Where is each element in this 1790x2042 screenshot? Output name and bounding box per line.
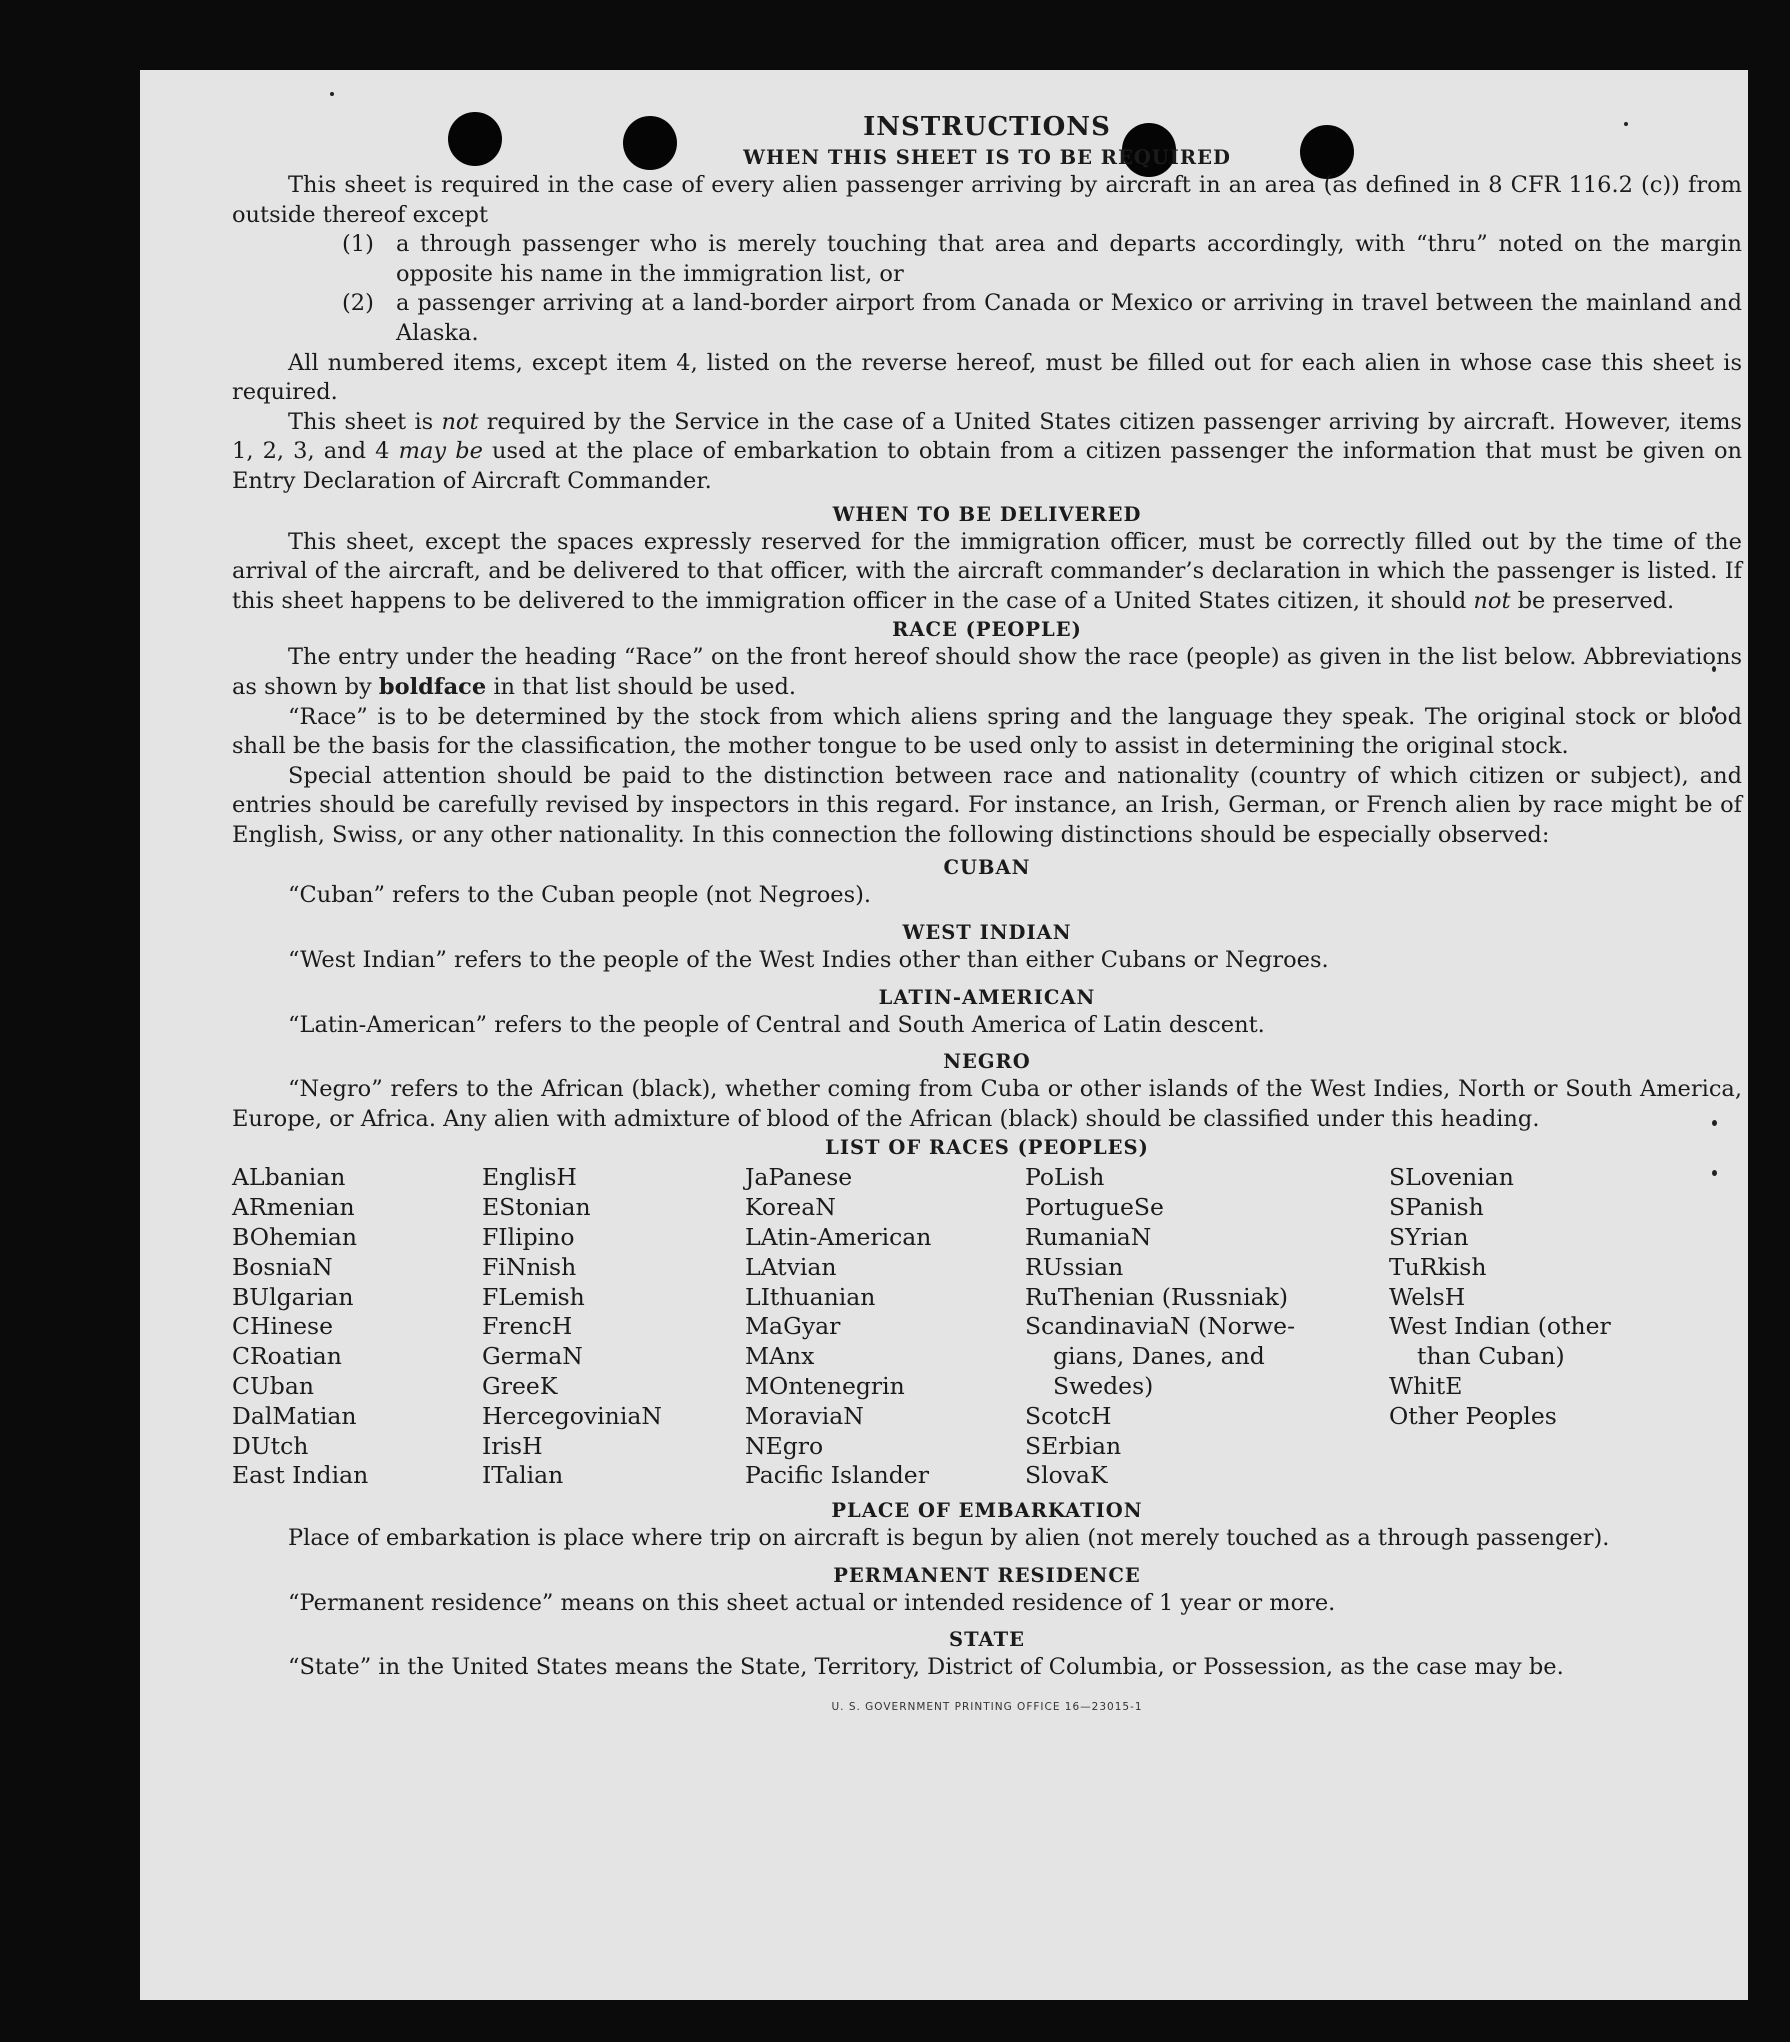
race-column-1 — [232, 1163, 482, 1491]
race-item: RuThenian (Russniak) — [1025, 1282, 1288, 1311]
paragraph-cuban: “Cuban” refers to the Cuban people (not Negroes). — [288, 882, 872, 909]
paragraph-state: “State” in the United States means the State, Territory, District of Columbia, or Possession, as the case may be. — [288, 1654, 1564, 1681]
race-item: DalMatian — [232, 1401, 357, 1430]
race-item: TuRkish — [1389, 1252, 1487, 1281]
race-item: SLovenian — [1389, 1163, 1514, 1192]
race-item: SYrian — [1389, 1223, 1469, 1252]
paragraph-delivered: This sheet, except the spaces expressly reserved for the immigration officer, must be correctly filled out by the time of the arrival of the aircraft, and be delivered to that officer, with the aircraft commander’s declaration in which the passenger is listed. If this sheet happens to be delivered to the immigration officer in the case of a United States citizen, it should not be preserved. — [232, 528, 1742, 614]
paragraph-items: All numbered items, except item 4, listed on the reverse hereof, must be filled out for each alien in whose case this sheet is required. — [232, 349, 1742, 406]
race-item: WelsH — [1389, 1282, 1466, 1311]
heading-place-of-embarkation: PLACE OF EMBARKATION — [831, 1499, 1143, 1523]
race-item: MaGyar — [745, 1312, 841, 1341]
race-item: FrencH — [482, 1312, 573, 1341]
heading-list-of-races: LIST OF RACES (PEOPLES) — [825, 1136, 1149, 1160]
instruction-sheet — [140, 70, 1748, 2000]
exception-number: (1) — [342, 231, 374, 258]
heading-when-required: WHEN THIS SHEET IS TO BE REQUIRED — [743, 146, 1231, 169]
race-item: SErbian — [1025, 1431, 1122, 1460]
race-item: ScotcH — [1025, 1401, 1112, 1430]
race-column-4 — [1025, 1163, 1389, 1491]
heading-negro: NEGRO — [943, 1050, 1031, 1074]
race-item: DUtch — [232, 1431, 309, 1460]
race-item: gians, Danes, and — [1053, 1342, 1265, 1371]
heading-cuban: CUBAN — [943, 856, 1031, 880]
heading-west-indian: WEST INDIAN — [902, 921, 1072, 945]
heading-race: RACE (PEOPLE) — [892, 618, 1082, 642]
paragraph-latin-american: “Latin-American” refers to the people of Central and South America of Latin descent. — [288, 1011, 1265, 1038]
paragraph-residence: “Permanent residence” means on this sheet actual or intended residence of 1 year or more. — [288, 1589, 1336, 1616]
race-item: SPanish — [1389, 1193, 1484, 1222]
race-column-2 — [482, 1163, 745, 1491]
race-item: MoraviaN — [745, 1401, 864, 1430]
race-item: BUlgarian — [232, 1282, 354, 1311]
paragraph-race-nationality: Special attention should be paid to the distinction between race and nationality (country of which citizen or subject), and entries should be carefully revised by inspectors in this regard. For instance, an Irish, German, or French alien by race might be of English, Swiss, or any other nationality. In this connection the following distinctions should be especially observed: — [232, 762, 1742, 848]
heading-permanent-residence: PERMANENT RESIDENCE — [833, 1563, 1141, 1587]
exception-item — [342, 289, 1742, 348]
race-item: CHinese — [232, 1312, 333, 1341]
race-item: MOntenegrin — [745, 1372, 905, 1401]
race-item: ScandinaviaN (Norwe- — [1025, 1312, 1296, 1341]
race-item: Other Peoples — [1389, 1401, 1557, 1430]
race-item: GermaN — [482, 1342, 583, 1371]
race-item: RUssian — [1025, 1252, 1124, 1281]
race-column-3 — [745, 1163, 1025, 1491]
race-item: CUban — [232, 1372, 314, 1401]
race-item: LAtin-American — [745, 1223, 932, 1252]
race-item: IrisH — [482, 1431, 543, 1460]
race-item: GreeK — [482, 1372, 558, 1401]
heading-state: STATE — [949, 1628, 1025, 1652]
exception-item — [342, 230, 1742, 289]
race-item: BosniaN — [232, 1252, 333, 1281]
race-item: West Indian (other — [1389, 1312, 1611, 1341]
race-item: FIlipino — [482, 1223, 575, 1252]
paragraph-race-stock: “Race” is to be determined by the stock from which aliens spring and the language they speak. The original stock or blood shall be the basis for the classification, the mother tongue to be used only to assist in determining the original stock. — [232, 703, 1742, 760]
race-item: NEgro — [745, 1431, 824, 1460]
race-item: SlovaK — [1025, 1461, 1108, 1490]
race-item: BOhemian — [232, 1223, 357, 1252]
race-item: ALbanian — [232, 1163, 346, 1192]
race-item: East Indian — [232, 1461, 369, 1490]
paragraph-embarkation: Place of embarkation is place where trip on aircraft is begun by alien (not merely touched as a through passenger). — [288, 1525, 1610, 1552]
race-item: LAtvian — [745, 1252, 837, 1281]
paragraph-negro: “Negro” refers to the African (black), whether coming from Cuba or other islands of the West Indies, North or South America, Europe, or Africa. Any alien with admixture of blood of the African (black) should be classified under this heading. — [232, 1076, 1742, 1132]
race-item: LIthuanian — [745, 1282, 876, 1311]
race-item: KoreaN — [745, 1193, 836, 1222]
race-item: Swedes) — [1053, 1372, 1154, 1401]
paragraph-required: This sheet is required in the case of every alien passenger arriving by aircraft in an area (as defined in 8 CFR 116.2 (c)) from outside thereof except — [232, 172, 1742, 228]
race-item: than Cuban) — [1417, 1342, 1565, 1371]
race-item: WhitE — [1389, 1372, 1463, 1401]
exception-number: (2) — [342, 290, 374, 317]
race-item: FiNnish — [482, 1252, 577, 1281]
race-item: PortugueSe — [1025, 1193, 1164, 1222]
race-item: JaPanese — [745, 1163, 853, 1192]
race-list — [232, 1163, 1742, 1491]
paragraph-not-required: This sheet is not required by the Service in the case of a United States citizen passenger arriving by aircraft. However, items 1, 2, 3, and 4 may be used at the place of embarkation to obtain from a citizen passenger the information that must be given on Entry Declaration of Aircraft Commander. — [232, 408, 1742, 494]
race-item: CRoatian — [232, 1342, 342, 1371]
race-item: RumaniaN — [1025, 1223, 1152, 1252]
race-item: FLemish — [482, 1282, 585, 1311]
race-item: ARmenian — [232, 1193, 355, 1222]
heading-latin-american: LATIN-AMERICAN — [878, 985, 1096, 1009]
race-item: HercegoviniaN — [482, 1401, 662, 1430]
document-title: INSTRUCTIONS — [863, 112, 1111, 142]
race-column-5 — [1389, 1163, 1649, 1491]
race-item: MAnx — [745, 1342, 815, 1371]
instructions-content — [232, 112, 1742, 1723]
printer-imprint: U. S. GOVERNMENT PRINTING OFFICE 16—23015-1 — [831, 1700, 1143, 1713]
exception-text: a through passenger who is merely touching that area and departs accordingly, with “thru” noted on the margin opposite his name in the immigration list, or — [396, 231, 1742, 287]
race-item: Pacific Islander — [745, 1461, 929, 1490]
race-item: PoLish — [1025, 1163, 1105, 1192]
paragraph-west-indian: “West Indian” refers to the people of the West Indies other than either Cubans or Negroes. — [288, 947, 1329, 974]
exception-text: a passenger arriving at a land-border airport from Canada or Mexico or arriving in travel between the mainland and Alaska. — [396, 290, 1742, 346]
race-item: EnglisH — [482, 1163, 577, 1192]
race-item: EStonian — [482, 1193, 591, 1222]
dust-speck — [330, 92, 334, 96]
heading-when-delivered: WHEN TO BE DELIVERED — [832, 502, 1142, 526]
paragraph-race-entry: The entry under the heading “Race” on the front hereof should show the race (people) as given in the list below. Abbreviations as shown by boldface in that list should be used. — [232, 644, 1742, 700]
race-item: ITalian — [482, 1461, 564, 1490]
